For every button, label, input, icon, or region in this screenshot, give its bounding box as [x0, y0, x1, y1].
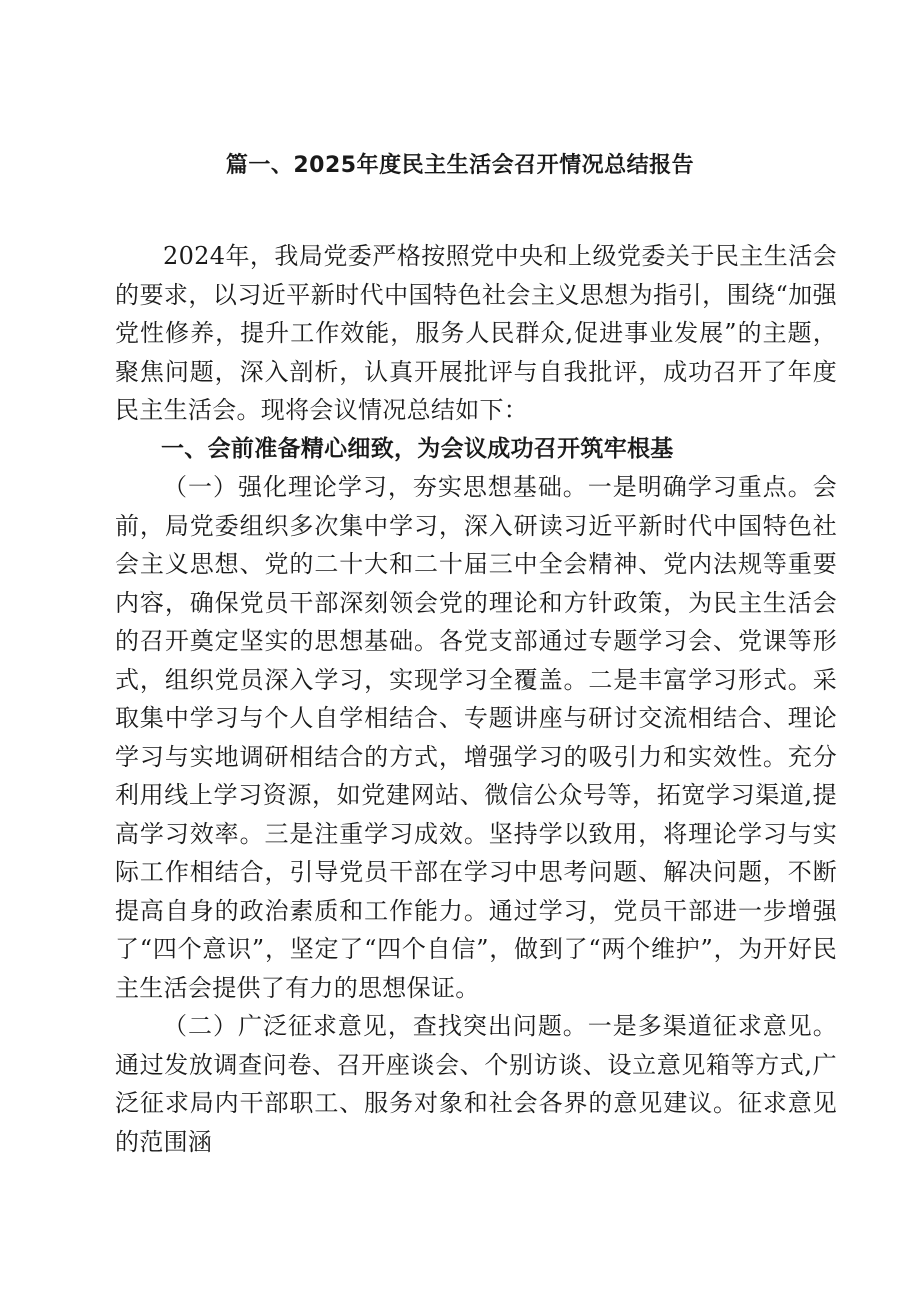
section-paragraph-2: （二）广泛征求意见，查找突出问题。一是多渠道征求意见。通过发放调查问卷、召开座谈会、个别访谈、设立意见箱等方式,广泛征求局内干部职工、服务对象和社会各界的意见建议。征求意见的范围涵 — [115, 1012, 837, 1156]
section-heading: 一、会前准备精心细致，为会议成功召开筑牢根基 — [161, 435, 674, 462]
document-title: 篇一、2025年度民主生活会召开情况总结报告 — [225, 153, 695, 178]
section-paragraph-1: （一）强化理论学习，夯实思想基础。一是明确学习重点。会前，局党委组织多次集中学习，深入研读习近平新时代中国特色社会主义思想、党的二十大和二十届三中全会精神、党内法规等重要内容，确保党员干部深刻领会党的理论和方针政策，为民主生活会的召开奠定坚实的思想基础。各党支部通过专题学习会、党课等形式，组织党员深入学习，实现学习全覆盖。二是丰富学习形式。采取集中学习与个人自学相结合、专题讲座与研讨交流相结合、理论学习与实地调研相结合的方式，增强学习的吸引力和实效性。充分利用线上学习资源，如党建网站、微信公众号等，拓宽学习渠道,提高学习效率。三是注重学习成效。坚持学以致用，将理论学习与实际工作相结合，引导党员干部在学习中思考问题、解决问题，不断提高自身的政治素质和工作能力。通过学习，党员干部进一步增强了“四个意识”，坚定了“四个自信”，做到了“两个维护”，为开好民主生活会提供了有力的思想保证。 — [115, 473, 837, 1002]
document-body — [115, 237, 837, 1161]
intro-paragraph: 2024年，我局党委严格按照党中央和上级党委关于民主生活会的要求，以习近平新时代中国特色社会主义思想为指引，围绕“加强党性修养，提升工作效能，服务人民群众,促进事业发展”的主题，聚焦问题，深入剖析，认真开展批评与自我批评，成功召开了年度民主生活会。现将会议情况总结如下： — [115, 242, 837, 424]
